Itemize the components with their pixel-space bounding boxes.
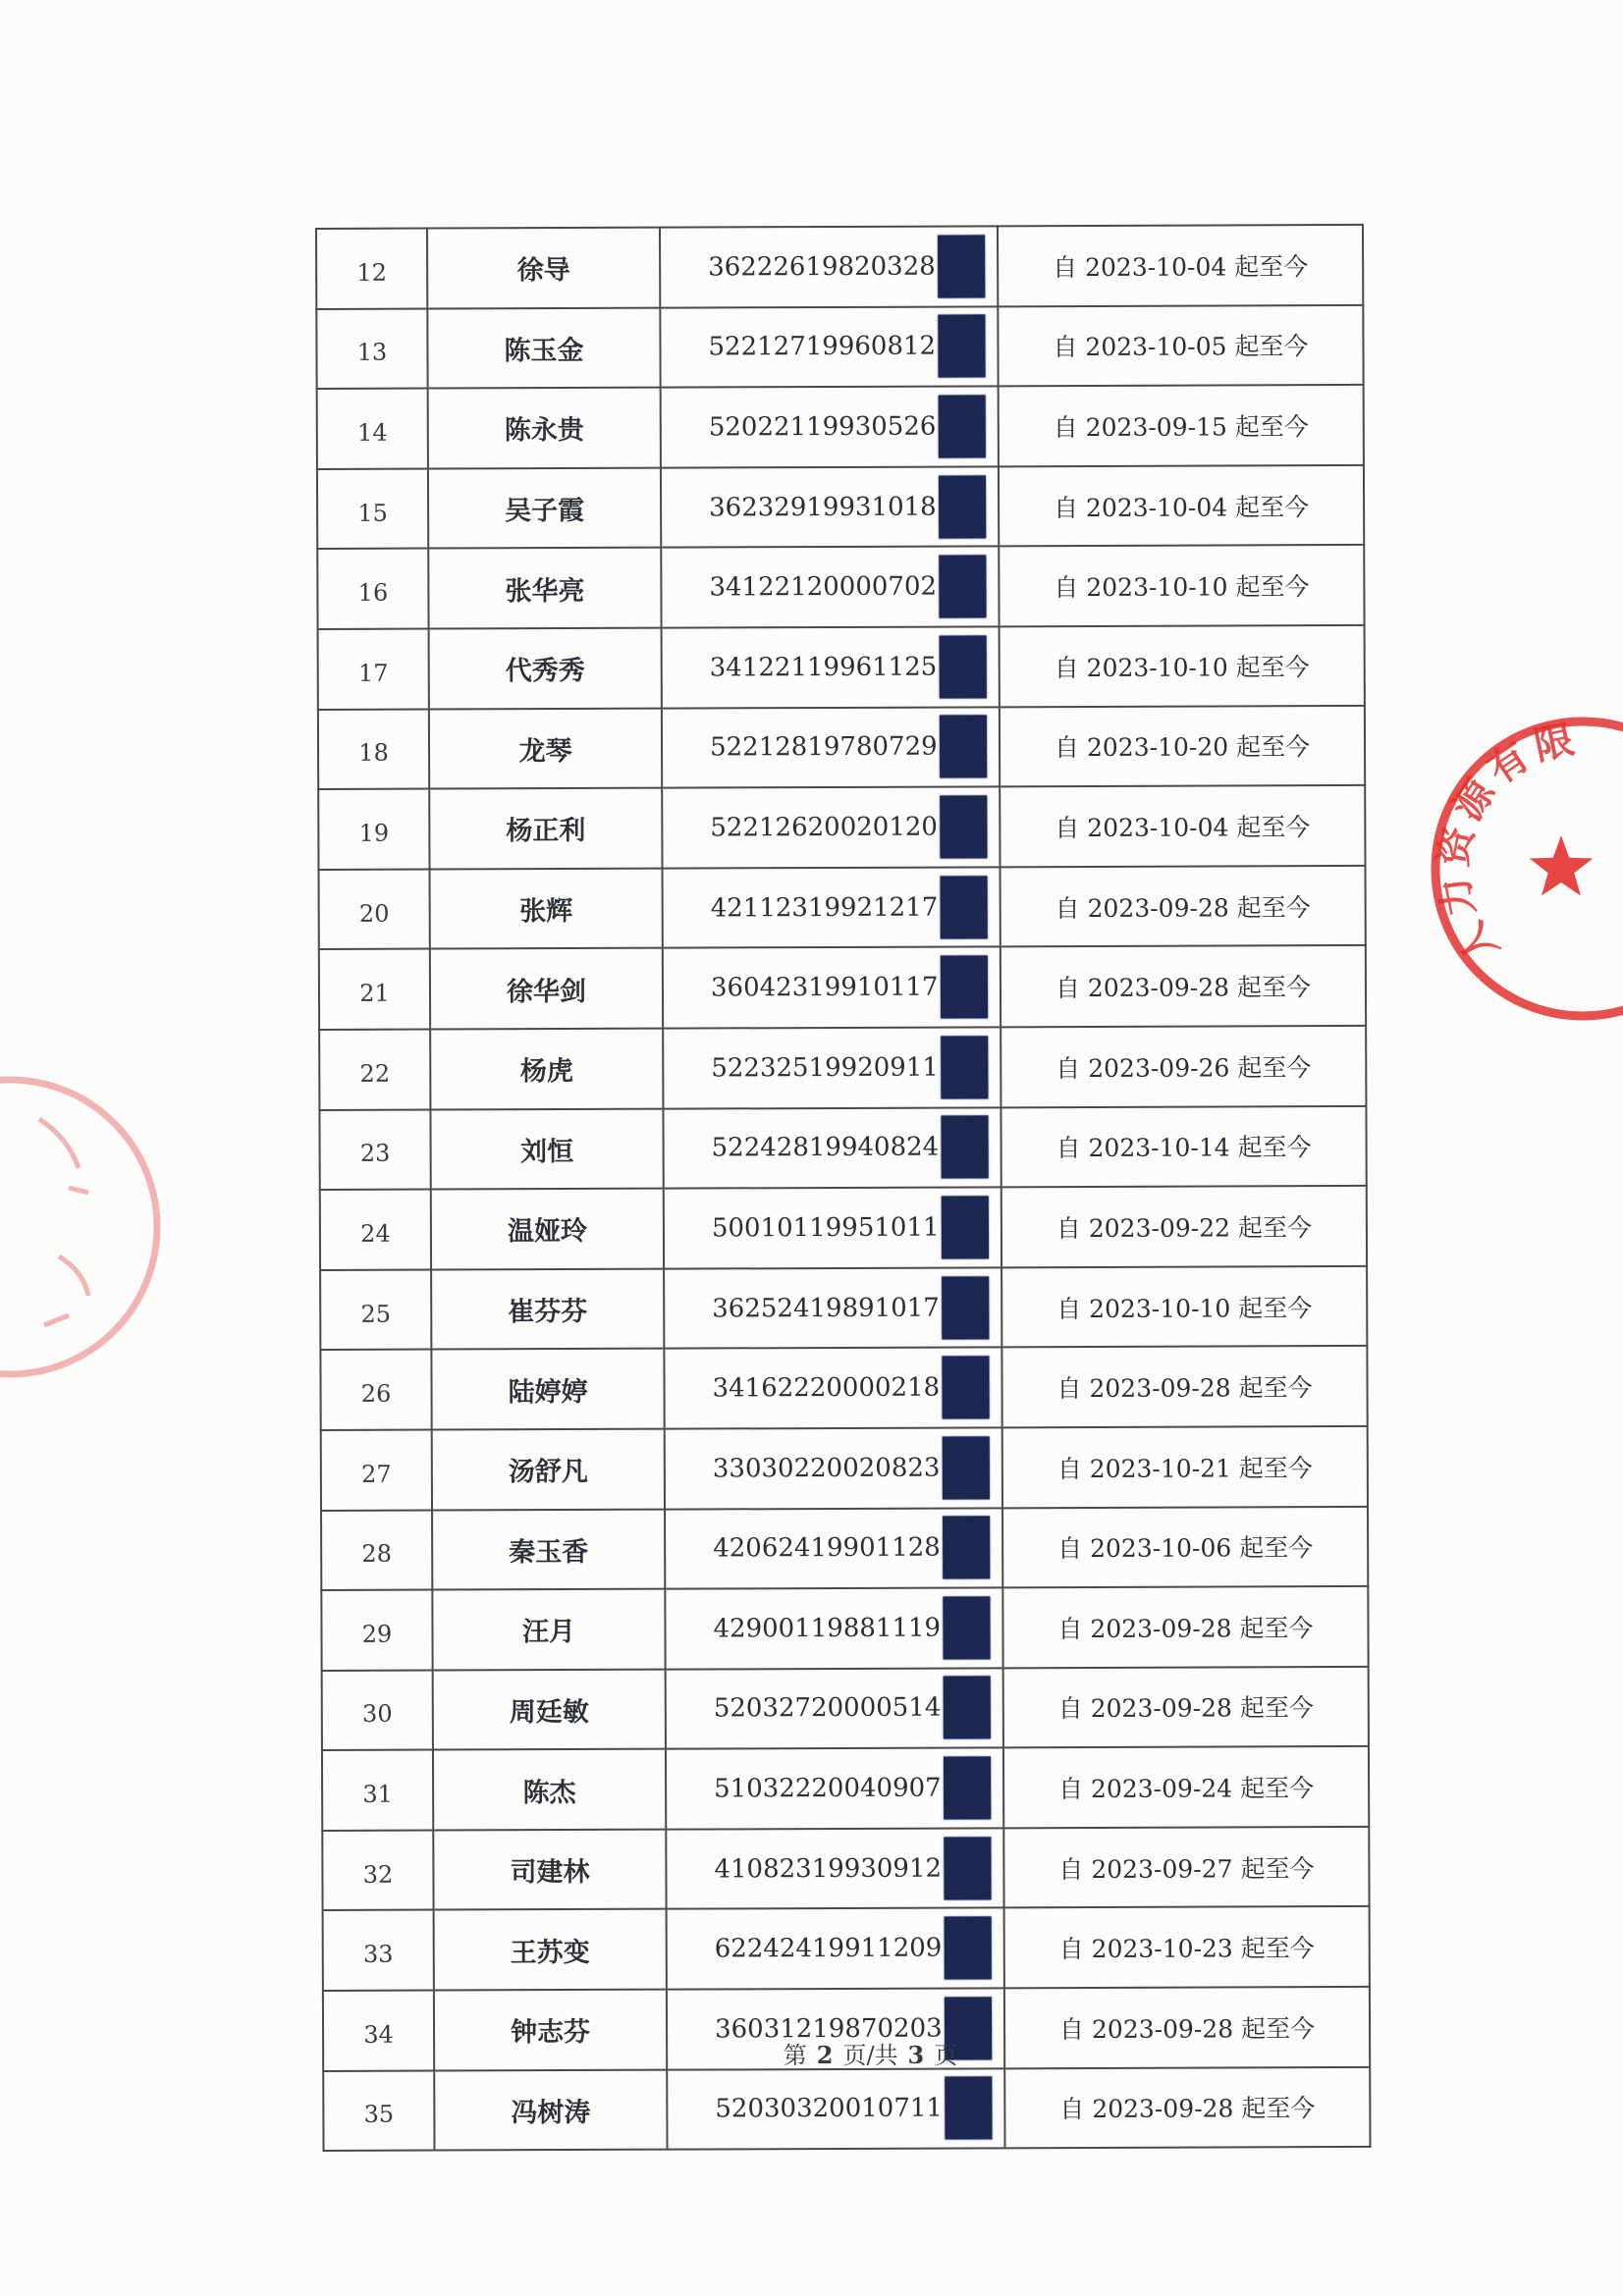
row-period: 自 2023-09-27 起至今 (1003, 1827, 1369, 1908)
row-period: 自 2023-09-28 起至今 (1001, 866, 1366, 947)
row-id-cell (664, 1187, 1001, 1268)
row-period: 自 2023-09-22 起至今 (1001, 1186, 1367, 1267)
row-name: 陆婷婷 (431, 1349, 664, 1430)
table-row (318, 625, 1365, 710)
redaction-block (942, 1436, 989, 1499)
row-id-cell (667, 2068, 1004, 2150)
row-name: 杨虎 (430, 1029, 663, 1110)
row-id-number: 34162220000218 (712, 1372, 941, 1404)
row-index: 28 (321, 1510, 432, 1590)
row-index: 31 (322, 1750, 433, 1831)
redaction-block (942, 1356, 989, 1418)
row-period: 自 2023-10-04 起至今 (998, 225, 1363, 306)
row-index: 27 (321, 1429, 432, 1510)
redaction-block (941, 1036, 988, 1098)
row-period: 自 2023-10-10 起至今 (1000, 625, 1365, 707)
redaction-block (940, 876, 987, 938)
row-name: 陈玉金 (427, 307, 660, 389)
row-index: 29 (321, 1590, 432, 1671)
row-name: 周廷敏 (433, 1669, 666, 1750)
row-period: 自 2023-10-21 起至今 (1002, 1426, 1368, 1508)
row-index: 18 (318, 709, 429, 789)
row-index: 35 (323, 2070, 434, 2151)
row-period: 自 2023-10-06 起至今 (1002, 1506, 1368, 1587)
table-row (319, 1105, 1366, 1190)
row-id-number: 42900119881119 (713, 1613, 942, 1644)
faint-seal-ring (0, 1080, 157, 1374)
redaction-block (943, 1517, 990, 1579)
row-id-number: 52030320010711 (715, 2094, 944, 2124)
row-period: 自 2023-09-24 起至今 (1003, 1746, 1369, 1828)
table-row (317, 545, 1364, 629)
row-id-number: 52212620020120 (710, 812, 939, 843)
row-name: 王苏变 (434, 1909, 667, 1991)
row-name: 张辉 (430, 868, 663, 949)
row-name: 龙琴 (429, 708, 662, 789)
employee-table (315, 224, 1372, 2152)
row-period: 自 2023-10-20 起至今 (1000, 705, 1365, 786)
row-id-cell (661, 547, 999, 628)
row-id-cell (663, 1107, 1001, 1189)
row-id-number: 52022119930526 (708, 411, 937, 443)
footer-total-pages: 3 (907, 2041, 925, 2069)
row-name: 钟志芬 (434, 1990, 667, 2071)
row-period: 自 2023-10-10 起至今 (1001, 1266, 1367, 1348)
row-name: 冯树涛 (434, 2069, 667, 2151)
row-name: 温娅玲 (431, 1189, 664, 1270)
table-row (321, 1506, 1368, 1590)
row-period: 自 2023-10-10 起至今 (999, 545, 1364, 626)
row-id-number: 34122120000702 (709, 571, 938, 603)
row-period: 自 2023-10-04 起至今 (999, 465, 1364, 547)
row-index: 23 (319, 1109, 430, 1190)
row-id-number: 33030220020823 (712, 1453, 941, 1484)
table-row (319, 1026, 1366, 1110)
row-name: 刘恒 (430, 1108, 663, 1190)
row-id-number: 52232519920911 (711, 1052, 939, 1084)
table-row (317, 385, 1364, 469)
row-period: 自 2023-10-14 起至今 (1001, 1105, 1366, 1187)
row-id-cell (661, 466, 999, 548)
row-index: 17 (318, 629, 429, 710)
table-row (319, 945, 1366, 1030)
row-id-cell (663, 1027, 1001, 1108)
table-row (322, 1667, 1369, 1751)
row-name: 徐导 (427, 228, 660, 309)
row-id-cell (662, 786, 1000, 868)
row-name: 徐华剑 (430, 948, 663, 1030)
table-row (319, 866, 1366, 950)
row-index: 19 (318, 789, 429, 870)
row-index: 20 (319, 869, 430, 949)
table-row (317, 465, 1364, 550)
table-row (323, 1906, 1370, 1991)
row-id-cell (663, 867, 1001, 948)
company-seal (1424, 677, 1623, 1031)
row-period: 自 2023-09-28 起至今 (1001, 1346, 1367, 1427)
redaction-block (944, 1917, 991, 1980)
row-id-cell (661, 387, 999, 468)
row-name: 代秀秀 (429, 628, 662, 710)
star-icon (1530, 835, 1594, 896)
row-id-cell (662, 707, 1000, 788)
row-id-number: 36031219870203 (714, 2013, 943, 2045)
row-name: 陈永贵 (428, 388, 661, 469)
redaction-block (942, 1276, 989, 1339)
table-row (321, 1426, 1368, 1511)
row-id-cell (660, 306, 998, 388)
row-index: 14 (317, 389, 428, 469)
seal-lettering: 人力资源有限 (1430, 715, 1584, 972)
redaction-block (939, 635, 986, 698)
row-name: 司建林 (433, 1830, 666, 1911)
row-name: 汤舒凡 (432, 1429, 665, 1511)
row-id-cell (665, 1587, 1002, 1669)
row-index: 32 (322, 1830, 433, 1910)
page-footer (0, 2036, 1623, 2070)
row-id-cell (664, 1267, 1001, 1349)
redaction-block (940, 716, 987, 778)
table-row (316, 304, 1363, 389)
row-index: 15 (317, 468, 428, 549)
row-id-cell (662, 626, 1000, 708)
row-id-number: 42062419901128 (713, 1532, 941, 1564)
row-id-cell (664, 1348, 1001, 1429)
redaction-block (938, 395, 985, 457)
row-id-number: 52212819780729 (709, 731, 938, 763)
table-row (320, 1346, 1367, 1430)
row-id-number: 36042319910117 (710, 972, 939, 1003)
row-period: 自 2023-09-28 起至今 (1003, 1667, 1369, 1748)
row-id-cell (665, 1508, 1002, 1589)
table-row (318, 705, 1365, 789)
row-name: 秦玉香 (432, 1509, 665, 1590)
row-index: 33 (323, 1910, 434, 1991)
redaction-block (943, 1677, 990, 1739)
row-period: 自 2023-09-28 起至今 (1004, 1987, 1370, 2068)
row-period: 自 2023-10-04 起至今 (1000, 785, 1365, 867)
row-id-number: 34122119961125 (709, 652, 938, 683)
row-id-cell (667, 1908, 1004, 1990)
row-name: 陈杰 (433, 1749, 666, 1831)
footer-prefix: 第 (783, 2042, 807, 2069)
redaction-block (939, 475, 986, 538)
table-row (320, 1266, 1367, 1351)
row-name: 吴子霞 (428, 467, 661, 549)
row-index: 30 (322, 1670, 433, 1750)
table-row (322, 1827, 1369, 1911)
row-id-number: 52242819940824 (711, 1132, 940, 1163)
row-id-number: 36222619820328 (708, 251, 936, 283)
row-id-number: 36252419891017 (712, 1293, 940, 1323)
redaction-block (945, 2077, 992, 2140)
redaction-block (943, 1596, 990, 1659)
row-index: 13 (316, 308, 427, 389)
table-row (320, 1186, 1367, 1270)
row-id-cell (665, 1427, 1002, 1509)
row-period: 自 2023-09-15 起至今 (999, 385, 1364, 466)
row-id-number: 62242419911209 (714, 1933, 943, 1964)
row-id-number: 52032720000514 (713, 1693, 942, 1724)
row-name: 张华亮 (428, 548, 661, 629)
row-period: 自 2023-09-28 起至今 (1002, 1586, 1368, 1668)
row-index: 21 (319, 949, 430, 1030)
table-row (322, 1746, 1369, 1831)
redaction-block (941, 1196, 988, 1258)
row-index: 24 (320, 1190, 431, 1270)
table-row (321, 1586, 1368, 1671)
footer-suffix: 页 (934, 2042, 958, 2069)
row-index: 22 (319, 1029, 430, 1109)
redaction-block (940, 795, 987, 858)
row-id-cell (660, 226, 998, 307)
row-period: 自 2023-09-26 起至今 (1001, 1026, 1366, 1107)
redaction-block (939, 556, 986, 618)
redaction-block (941, 1116, 988, 1179)
row-id-number: 50010119951011 (711, 1212, 940, 1244)
row-id-number: 41082319930912 (714, 1853, 943, 1885)
redaction-block (944, 1837, 991, 1899)
row-id-number: 42112319921217 (710, 892, 939, 924)
faint-seal-marks (39, 1119, 88, 1325)
row-id-cell (663, 947, 1001, 1029)
row-name: 杨正利 (429, 788, 662, 870)
row-index: 26 (320, 1350, 431, 1430)
table-row (316, 225, 1363, 309)
row-name: 汪月 (432, 1589, 665, 1671)
row-period: 自 2023-10-05 起至今 (998, 304, 1363, 386)
row-period: 自 2023-09-28 起至今 (1004, 2067, 1370, 2149)
row-id-number: 51032220040907 (714, 1773, 942, 1804)
faint-seal (0, 1060, 196, 1404)
row-id-number: 36232919931018 (709, 492, 937, 523)
footer-current-page: 2 (816, 2041, 834, 2069)
redaction-block (940, 956, 987, 1019)
row-index: 34 (323, 1991, 434, 2071)
row-period: 自 2023-09-28 起至今 (1001, 945, 1366, 1027)
row-period: 自 2023-10-23 起至今 (1004, 1906, 1370, 1988)
row-id-cell (666, 1828, 1003, 1909)
footer-middle: 页/共 (842, 2042, 898, 2069)
row-index: 25 (320, 1269, 431, 1350)
row-index: 12 (316, 229, 427, 309)
table-body (316, 225, 1371, 2151)
row-id-number: 52212719960812 (708, 331, 937, 362)
redaction-block (938, 235, 985, 297)
row-name: 崔芬芬 (431, 1268, 664, 1350)
row-id-cell (666, 1748, 1003, 1830)
redaction-block (944, 1756, 991, 1819)
redaction-block (938, 315, 985, 378)
row-id-cell (666, 1668, 1003, 1749)
table-row (323, 2067, 1370, 2152)
table-row (318, 785, 1365, 870)
row-index: 16 (317, 549, 428, 629)
